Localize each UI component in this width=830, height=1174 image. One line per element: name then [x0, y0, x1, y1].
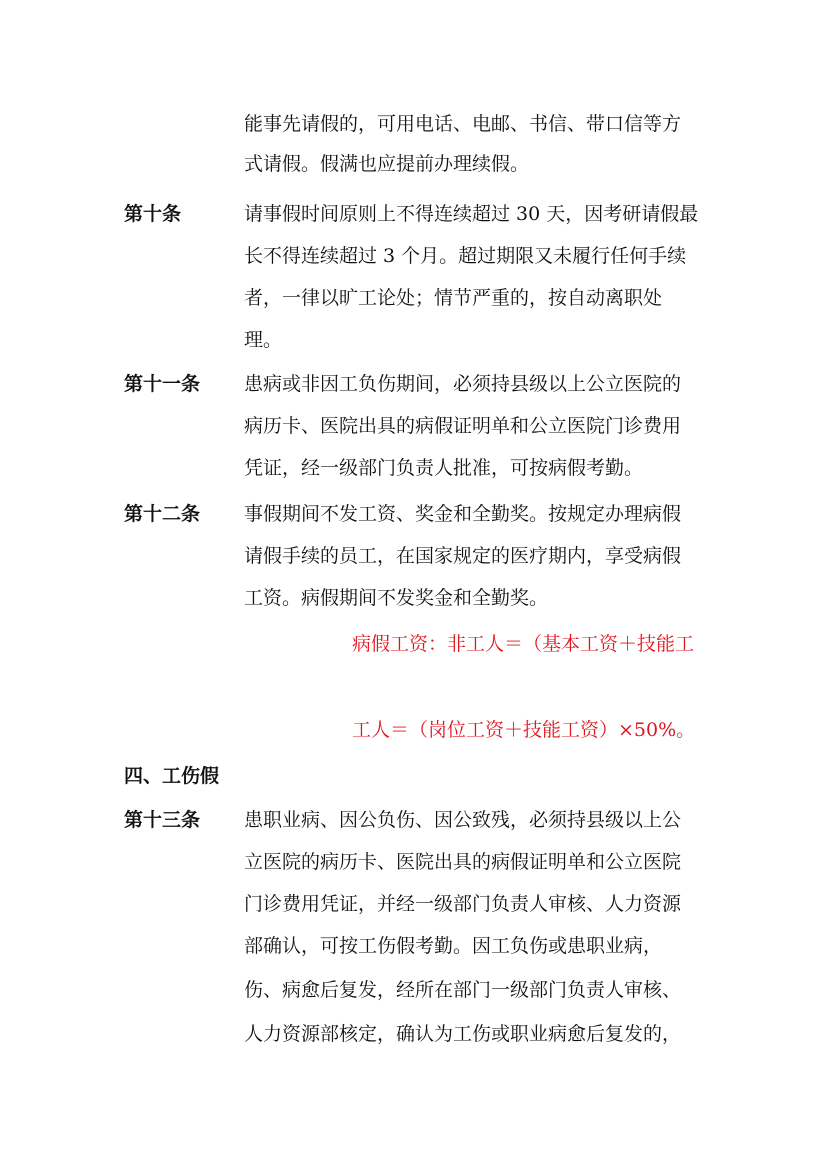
article-10-line-1: 请事假时间原则上不得连续超过 30 天，因考研请假最 — [244, 203, 699, 225]
continuation-line-2: 式请假。假满也应提前办理续假。 — [244, 153, 530, 175]
article-10-line-2: 长不得连续超过 3 个月。超过期限又未履行任何手续 — [244, 245, 687, 267]
article-12-line-3: 工资。病假期间不发奖金和全勤奖。 — [244, 587, 549, 609]
article-11-line-3: 凭证，经一级部门负责人批准，可按病假考勤。 — [244, 457, 644, 479]
formula-line-1: 病假工资：非工人＝（基本工资＋技能工 — [352, 633, 695, 655]
article-12-label: 第十二条 — [124, 503, 201, 525]
article-10-line-3: 者，一律以旷工论处；情节严重的，按自动离职处 — [244, 287, 663, 309]
article-10-label: 第十条 — [124, 203, 182, 225]
article-13-line-5: 伤、病愈后复发，经所在部门一级部门负责人审核、 — [244, 979, 682, 1001]
section-4-heading: 四、工伤假 — [124, 765, 220, 787]
formula-line-2: 工人＝（岗位工资＋技能工资）×50%。 — [352, 719, 696, 741]
article-13-line-6: 人力资源部核定，确认为工伤或职业病愈后复发的， — [244, 1023, 682, 1045]
article-12-line-1: 事假期间不发工资、奖金和全勤奖。按规定办理病假 — [244, 503, 682, 525]
article-11-line-2: 病历卡、医院出具的病假证明单和公立医院门诊费用 — [244, 415, 682, 437]
article-11-label: 第十一条 — [124, 373, 201, 395]
article-13-line-2: 立医院的病历卡、医院出具的病假证明单和公立医院 — [244, 851, 682, 873]
article-11-line-1: 患病或非因工负伤期间，必须持县级以上公立医院的 — [244, 373, 682, 395]
article-10-line-4: 理。 — [244, 329, 283, 351]
article-12-line-2: 请假手续的员工，在国家规定的医疗期内，享受病假 — [244, 545, 682, 567]
article-13-line-1: 患职业病、因公负伤、因公致残，必须持县级以上公 — [244, 809, 682, 831]
article-13-line-4: 部确认，可按工伤假考勤。因工负伤或患职业病， — [244, 935, 663, 957]
article-13-label: 第十三条 — [124, 809, 201, 831]
continuation-line-1: 能事先请假的，可用电话、电邮、书信、带口信等方 — [244, 113, 682, 135]
article-13-line-3: 门诊费用凭证，并经一级部门负责人审核、人力资源 — [244, 893, 682, 915]
